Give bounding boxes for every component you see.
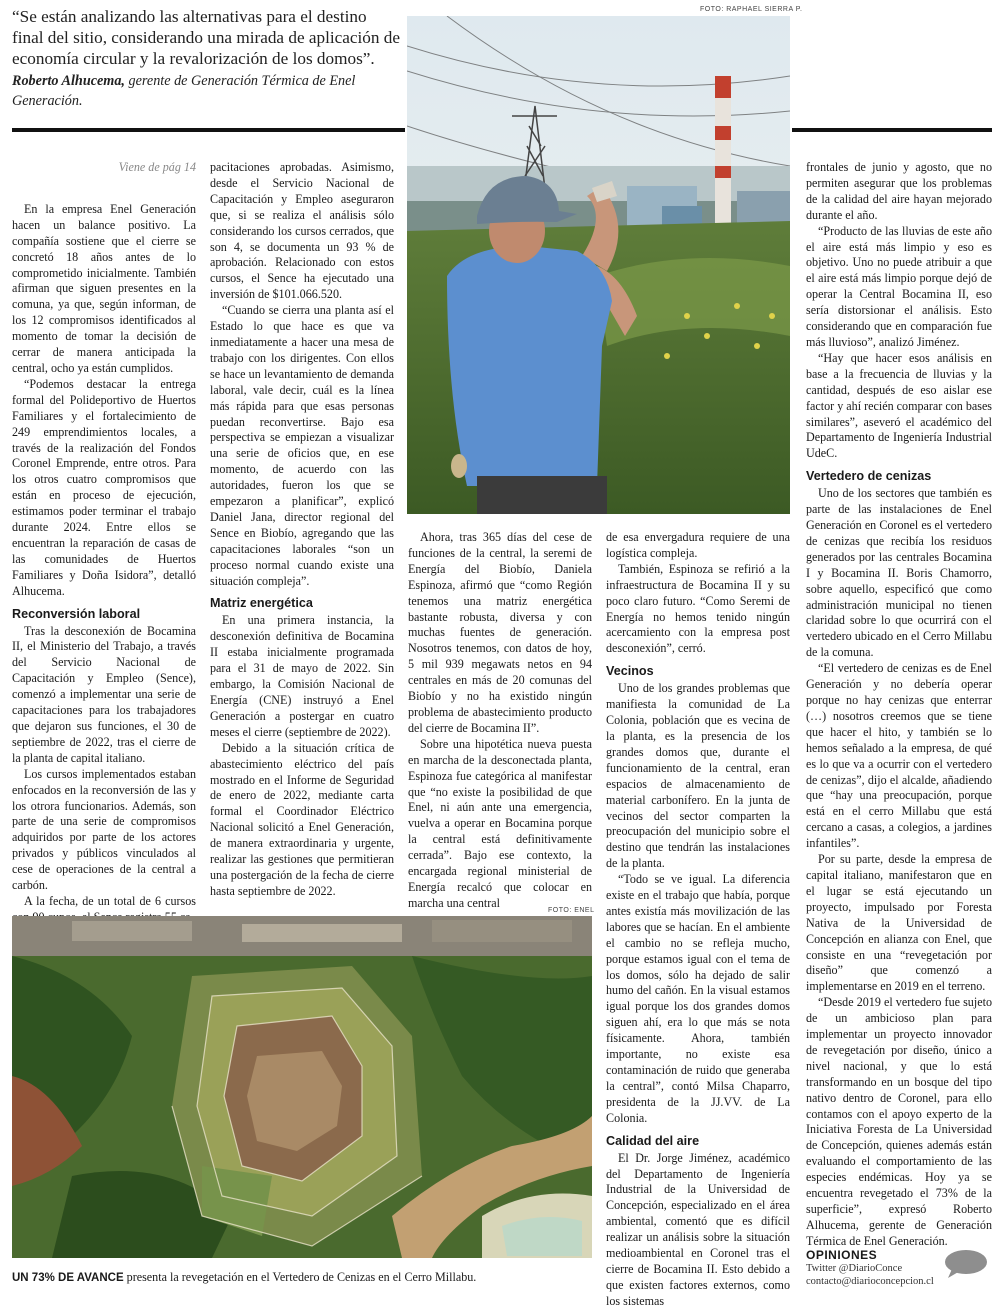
article-column-4 [606,530,790,1310]
paragraph: En la empresa Enel Generación hacen un balance positivo. La compañía sostiene que el cierre se concretó 18 años antes de lo comprometido inicialmente. También afirman que siguen presentes en la comuna, ya que, según informan, de los 12 compromisos identificados al momento de tomar la decisión de cerrar de manera anticipada la central, ocho ya están cumplidos. [12,201,196,375]
paragraph: También, Espinoza se refirió a la infraestructura de Bocamina II y su poco claro futuro. “Como Seremi de Energía no hemos tenido ningún acercamiento con la empresa post desconexión”, cerró. [606,561,790,656]
subheading-calidad-aire: Calidad del aire [606,1133,700,1148]
paragraph: En una primera instancia, la desconexión definitiva de Bocamina II estaba inicialmente programada para el 31 de mayo de 2022. Sin embargo, la Comisión Nacional de Energía (CNE) instruyó a Enel Generación a postergar en cuatro meses el cierre (septiembre de 2022). [210,613,394,739]
article-column-2 [210,160,394,900]
caption-highlight: UN 73% DE AVANCE [12,1272,124,1284]
photo-bottom-image [12,916,592,1258]
paragraph: “Cuando se cierra una planta así el Estado lo que hace es que va inmediatamente a hacer una mesa de trabajo con los dirigentes. Con ellos se hace un levantamiento de demanda laboral, vale decir, cuál es la línea más rápida para que esas personas puedan reconvertirse. Bajo esa perspectiva se empiezan a visualizar una serie de oficios que, en ese momento, de acuerdo con las autoridades, fueron los que se empezaron a planificar”, explicó Daniel Jana, director regional del Sence en Biobío, agregando que las capacitaciones laborales “son un proceso normal cuando existe una situación compleja”. [210,303,394,588]
article-column-3 [408,530,592,912]
paragraph: Uno de los sectores que también es parte de las instalaciones de Enel Generación en Coronel es el vertedero de cenizas que recibía los residuos generados por las centrales Bocamina I y Bocamina II. Boris Chamorro, sobre aquello, especificó que como administración municipal no tienen claridad sobre lo que ocurrirá con el vertedero ubicado en el Cerro Millabu de la comuna. [806,486,992,660]
paragraph: “Desde 2019 el vertedero fue sujeto de un ambicioso plan para implementar un proyecto innovador de revegetación por diseño, único a nivel nacional, y que lo está transformando en un bosque del tipo nativo dentro de Coronel, para ello contamos con el apoyo experto de la Iniciativa Foresta de La Universidad de Concepción, quienes además están evaluando el comportamiento de las especies endémicas. Hoy ya se encuentra revegetado el 73% de la superficie”, expresó Roberto Alhucema, gerente de Generación Térmica de Enel Generación. [806,995,992,1248]
paragraph: Tras la desconexión de Bocamina II, el Ministerio del Trabajo, a través del Servicio Nacional de Capacitación y Empleo (Sence), comenzó a implementar una serie de capacitaciones para los trabajadores que dejaron sus funciones, el 30 de septiembre de 2022, tras el cierre de la planta de capital italiano. [12,623,196,765]
article-column-1 [12,160,196,926]
footer-twitter[interactable]: Twitter @DiarioConce [806,1263,903,1274]
subheading-vertedero: Vertedero de cenizas [806,469,932,484]
paragraph: de esa envergadura requiere de una logística compleja. [606,530,790,560]
footer-title: OPINIONES [806,1248,878,1262]
pull-quote-author: Roberto Alhucema, [12,73,125,89]
pull-quote-attribution [12,71,402,111]
caption-text: presenta la revegetación en el Vertedero de Cenizas en el Cerro Millabu. [123,1270,477,1284]
paragraph: A la fecha, de un total de 6 cursos [24,893,196,908]
paragraph: Debido a la situación crítica de abastecimiento eléctrico del país mostrado en el Informe de Seguridad de enero de 2022, mediante carta formal el Coordinador Eléctrico Nacional solicitó a Enel Generación, de manera extraordinaria y urgente, realizar las gestiones que permitieran una postergación de la fecha de cierre hasta septiembre de 2022. [210,740,394,898]
paragraph: Uno de los grandes problemas que manifiesta la comunidad de La Colonia, población que es vecina de la planta, es la presencia de los grandes domos que, durante el funcionamiento de la central, eran espacios de almacenamiento de material carbonífero. En la junta de vecinos del sector comparten la preocupación del municipio sobre el destino que tendrán las instalaciones de la planta. [606,681,790,871]
paragraph: “Producto de las lluvias de este año el aire está más limpio y eso es objetivo. Uno no puede atribuir a que el aire está más limpio porque dejó de operar la Central Bocamina II, eso sería distorsionar el análisis. Esto considerando que en comparación fue más lluvioso”, analizó Jiménez. [806,223,992,349]
paragraph: “Todo se ve igual. La diferencia existe en el trabajo que había, porque antes existía más movilización de las labores que se hacían. En el ambiente el cambio no se refleja mucho, porque estamos igual con el tema de los domos, sólo ha dejado de salir humo del cañón. En la visual estamos igual porque los dos grandes domos siguen ahí, era lo que más se nota físicamente. Ahora, también importante, no existe esa contaminación de ruido que generaba la central”, contó Milsa Chaparro, presidenta de la JJ.VV. de La Colonia. [606,872,790,1125]
photo-top-image [407,16,790,514]
photo-top-credit: FOTO: RAPHAEL SIERRA P. [700,6,803,13]
subheading-vecinos: Vecinos [606,664,654,679]
photo-bottom-credit: FOTO: ENEL [548,907,595,914]
photo-caption [12,1270,602,1286]
paragraph: Ahora, tras 365 días del cese de funciones de la central, la seremi de Energía del Biobío, Daniela Espinoza, afirmó que “como Región tenemos una matriz energética bastante robusta, diversa y con muchas fuentes de generación. Nosotros tenemos, con datos de hoy, 5 mil 939 megawats netos en 94 centrales en más de 20 comunas del Biobío y no ha existido ningún problema de abastecimiento producto del cierre de Bocamina II”. [408,530,592,735]
header-rule-left [12,128,405,132]
speech-bubble-icon [944,1249,988,1279]
article-column-5 [806,160,992,1250]
paragraph: Por su parte, desde la empresa de capital italiano, manifestaron que en el lugar se está ejecutando un proyecto, impulsado por Foresta Nativa de la Universidad de Concepción en alianza con Enel, que consiste en una “revegetación por diseño” que comenzó a implementarse en 2019 en el terreno. [806,852,992,994]
paragraph: frontales de junio y agosto, que no permiten asegurar que los problemas de la calidad del aire hayan mejorado durante el año. [806,160,992,222]
paragraph: “Hay que hacer esos análisis en base a la frecuencia de lluvias y la cantidad, después de eso aislar ese factor y ahí recién comparar con bases similares”, aseveró el académico del Departamento de Ingeniería Industrial UdeC. [806,350,993,461]
paragraph: Los cursos implementados estaban enfocados en la reconversión de las y los otrora funcionarios. Además, son parte de una serie de compromisos adquiridos por parte de los actores privados y públicos vinculados al cese de operaciones de la central a carbón. [12,766,196,893]
subheading-matriz: Matriz energética [210,596,313,611]
footer-email[interactable]: contacto@diarioconcepcion.cl [806,1276,934,1287]
paragraph: pacitaciones aprobadas. Asimismo, desde el Servicio Nacional de Capacitación y Empleo aseguraron que, si se realiza el análisis sólo considerando los cursos cerrados, que son 4, se documenta un 93 % de aprobación. Relacionado con estos cursos, el Sence ha ejecutado una inversión de $101.066.520. [210,160,394,302]
paragraph: “El vertedero de cenizas es de Enel Generación y no debería operar porque no hay cenizas que enterrar (…) nosotros creemos que se tiene que hacer el hito, y también se lo hemos señalado a la empresa, de qué es lo que va a ocurrir con el vertedero de cenizas”, dijo el alcalde, añadiendo que “hay una preocupación, porque está en el cerro Millabu que está cercano a casas, a colegios, a jardines infantiles”. [806,661,992,851]
pull-quote [12,6,402,111]
paragraph: Sobre una hipotética nueva puesta en marcha de la desconectada planta, Espinoza fue categórica al manifestar que “no existe la posibilidad de que Enel, ni aún ante una emergencia, vuelva a operar en Bocamina porque la central está definitivamente cerrada”. Bajo ese contexto, la encargada regional ministerial de Energía recalcó que colocar en marcha una central [408,736,592,910]
header-rule-right [792,128,992,132]
photo-worker-power-plant [407,16,790,514]
paragraph: “Podemos destacar la entrega formal del Polideportivo de Huertos Familiares y el fortalecimiento de 249 emprendimientos locales, a través de la realización del Fondos Coronel Emprende, entre otros. Para los otros cuatro compromisos que están en proceso de ejecución, estimamos poder terminar el trabajo durante 2024. Entre ellos se encuentran la reparación de casas de las comunidades de Huertos Familiares y Doña Isidora”, detalló Alhucema. [12,376,196,598]
photo-aerial-landfill [12,916,592,1258]
pull-quote-role: gerente de Generación Térmica de Enel Generación. [12,73,356,109]
pull-quote-text: “Se están analizando las alternativas para el destino final del sitio, considerando una mirada de aplicación de economía circular y la revalorización de los domos”. [12,7,401,68]
paragraph: El Dr. Jorge Jiménez, académico del Departamento de Ingeniería Industrial de la Universidad de Concepción, especializado en el área ambiental, comentó que es difícil realizar un análisis sobre la situación medioambiental en Coronel tras el cierre de Bocamina II. Esto debido a que existen factores externos, como los sistemas [606,1150,790,1308]
subheading-reconversion: Reconversión laboral [12,606,141,621]
continued-from: Viene de pág 14 [118,160,196,174]
